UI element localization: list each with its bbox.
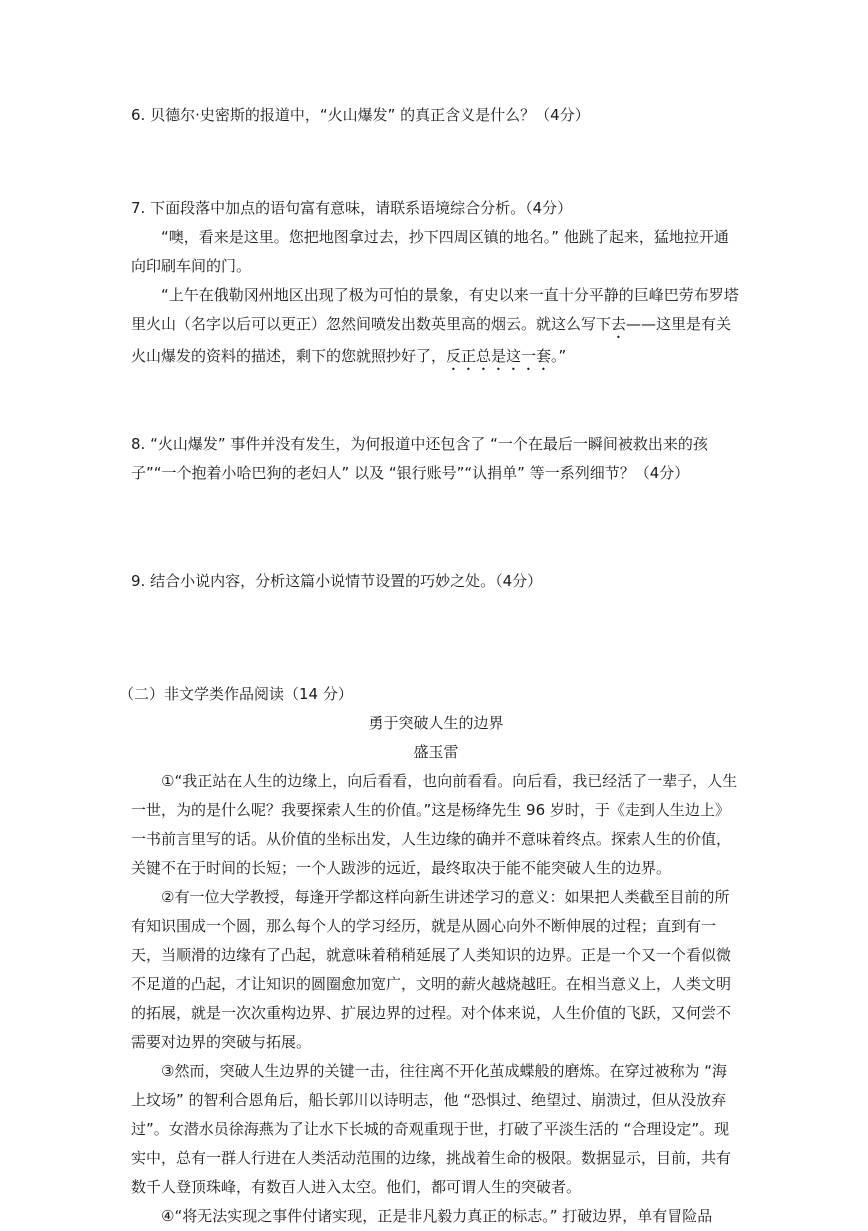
- article-title: 勇于突破人生的边界: [368, 714, 504, 732]
- dotted-phrase: 反正总是这一套: [446, 347, 552, 365]
- question-6: 6. 贝德尔·史密斯的报道中，“火山爆发” 的真正含义是什么？（4分）: [131, 106, 590, 124]
- question-9: 9. 结合小说内容，分析这篇小说情节设置的巧妙之处。（4分）: [131, 572, 543, 590]
- question-8: 8. “火山爆发” 事件并没有发生，为何报道中还包含了 “一个在最后一瞬间被救出来的孩子”“一个抱着小哈巴狗的老妇人” 以及 “银行账号”“认捐单” 等一系列细节？（4分）: [131, 435, 708, 482]
- article-paragraph-1: ①“我正站在人生的边缘上，向后看看，也向前看看。向后看，我已经活了一辈子，人生一世，为的是什么呢？我要探索人生的价值。”这是杨绛先生 96 岁时，于《走到人生边上》一书前言里写的话。从价值的坐标出发，人生边缘的确并不意味着终点。探索人生的价值，关键不在于时间的长短；一个人跋涉的远近，最终取决于能不能突破人生的边界。: [131, 772, 738, 877]
- question-7-paragraph-1: “噢，看来是这里。您把地图拿过去，抄下四周区镇的地名。” 他跳了起来，猛地拉开通向印刷车间的门。: [131, 228, 729, 275]
- section-nonliterary-reading: [119, 680, 741, 1231]
- article-paragraph-4: ④“将无法实现之事件付诸实现，正是非凡毅力真正的标志。” 打破边界，单有冒险品: [161, 1207, 713, 1225]
- paragraph-text: 。”: [551, 347, 567, 365]
- article-paragraph-3: ③然而，突破人生边界的关键一击，往往离不开化茧成蝶般的磨炼。在穿过被称为 “海上坟场” 的智利合恩角后，船长郭川以诗明志，他 “恐惧过、绝望过、崩溃过，但从没放弃过”。女潜水员徐海燕为了让水下长城的奇观重现于世，打破了平淡生活的 “合理设定”。现实中，总有一群人行进在人类活动范围的边缘，挑战着生命的极限。数据显示，目前，共有数千人登顶珠峰，有数百人进入太空。他们，都可谓人生的突破者。: [131, 1062, 732, 1196]
- article-paragraph-2: ②有一位大学教授，每逢开学都这样向新生讲述学习的意义：如果把人类截至目前的所有知识围成一个圆，那么每个人的学习经历，就是从圆心向外不断伸展的过程；直到有一天，当顺滑的边缘有了凸起，就意味着稍稍延展了人类知识的边界。正是一个又一个看似微不足道的凸起，才让知识的圆圈愈加宽广，文明的薪火越烧越旺。在相当意义上，人类文明的拓展，就是一次次重构边界、扩展边界的过程。对个体来说，人生价值的飞跃，又何尝不需要对边界的突破与拓展。: [131, 888, 732, 1051]
- paragraph-text: ——这里是有关火山爆发的资料的描述，剩下的您就照抄好了，: [131, 315, 732, 365]
- article-author: 盛玉雷: [413, 743, 459, 761]
- section-heading: （二）非文学类作品阅读（14 分）: [119, 685, 353, 703]
- question-7-prompt: 7. 下面段落中加点的语句富有意味，请联系语境综合分析。（4分）: [131, 199, 573, 217]
- paragraph-text: “上午在俄勒冈州地区出现了极为可怕的景象，有史以来一直十分平静的巨峰巴劳布罗塔里火山（名字以后可以更正）忽然间喷发出数英里高的烟云。就这么写下: [131, 286, 739, 333]
- dotted-phrase: 去: [611, 315, 627, 333]
- question-7-paragraph-2: [131, 281, 741, 374]
- question-7: [131, 194, 741, 374]
